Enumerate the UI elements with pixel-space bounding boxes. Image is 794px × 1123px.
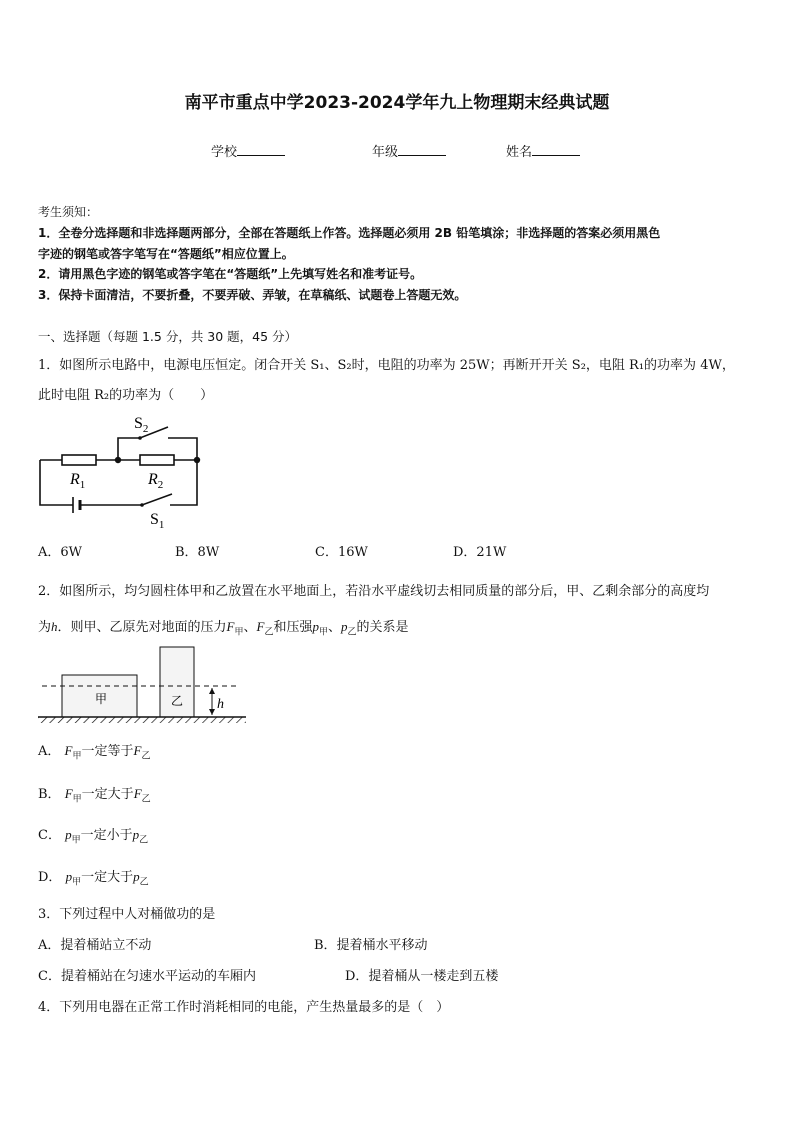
q2-option-c[interactable]: C． $p_甲$一定小于$p_乙$ bbox=[38, 827, 149, 846]
q3-text: 3．下列过程中人对桶做功的是 bbox=[38, 907, 216, 922]
q1-text-line1: 1．如图所示电路中，电源电压恒定。闭合开关 S₁、S₂时，电阻的功率为 25W；再断开开关 S₂，电阻 R₁的功率为 4W， bbox=[38, 358, 735, 373]
q1-r2-label: $R_2$ bbox=[148, 471, 164, 491]
q2-h-label: h bbox=[217, 697, 224, 712]
q2-option-d[interactable]: D． $p_甲$一定大于$p_乙$ bbox=[38, 869, 149, 888]
q1-option-b[interactable]: B．8W bbox=[175, 545, 220, 560]
q2-option-b[interactable]: B． $F_甲$一定大于$F_乙$ bbox=[38, 786, 151, 805]
notice-item-1: 1．全卷分选择题和非选择题两部分，全部在答题纸上作答。选择题必须用 2B 铅笔填涂；非选择题的答案必须用黑色 bbox=[38, 226, 661, 240]
name-label: 姓名 bbox=[506, 145, 533, 160]
q2-jia-label: 甲 bbox=[95, 692, 108, 706]
page-title: 南平市重点中学2023-2024学年九上物理期末经典试题 bbox=[184, 93, 610, 113]
q2-text-line2: 为h．则甲、乙原先对地面的压力$F_甲$、$F_乙$和压强$p_甲$、$p_乙$的关系是 bbox=[38, 619, 409, 638]
q3-option-b[interactable]: B．提着桶水平移动 bbox=[314, 938, 428, 953]
section-heading: 一、选择题（每题 1.5 分，共 30 题，45 分） bbox=[38, 329, 298, 344]
notice-item-3: 3．保持卡面清洁，不要折叠，不要弄破、弄皱，在草稿纸、试题卷上答题无效。 bbox=[38, 288, 467, 302]
q2-yi-label: 乙 bbox=[171, 694, 184, 708]
grade-label: 年级 bbox=[372, 145, 399, 160]
q3-option-d[interactable]: D．提着桶从一楼走到五楼 bbox=[345, 969, 499, 984]
q2-text-line1: 2．如图所示，均匀圆柱体甲和乙放置在水平地面上，若沿水平虚线切去相同质量的部分后，甲、乙剩余部分的高度均 bbox=[38, 584, 710, 599]
q1-option-c[interactable]: C．16W bbox=[315, 545, 368, 560]
q3-option-a[interactable]: A．提着桶站立不动 bbox=[38, 938, 152, 953]
q3-option-c[interactable]: C．提着桶站在匀速水平运动的车厢内 bbox=[38, 969, 256, 984]
q1-text-line2: 此时电阻 R₂的功率为（ ） bbox=[38, 388, 214, 403]
q1-option-d[interactable]: D．21W bbox=[453, 545, 507, 560]
q1-switch-s1-label: $S_1$ bbox=[150, 511, 165, 531]
notice-heading: 考生须知： bbox=[38, 205, 99, 219]
q1-r1-label: $R_1$ bbox=[70, 471, 86, 491]
notice-item-1-cont: 字迹的钢笔或答字笔写在“答题纸”相应位置上。 bbox=[38, 247, 294, 261]
q1-switch-s2-label: $S_2$ bbox=[134, 415, 149, 435]
school-label: 学校 bbox=[211, 145, 238, 160]
q2-option-a[interactable]: A． $F_甲$一定等于$F_乙$ bbox=[38, 743, 151, 762]
q1-option-a[interactable]: A．6W bbox=[38, 545, 83, 560]
notice-item-2: 2．请用黑色字迹的钢笔或答字笔在“答题纸”上先填写姓名和准考证号。 bbox=[38, 267, 423, 281]
q4-text: 4．下列用电器在正常工作时消耗相同的电能，产生热量最多的是（ ） bbox=[38, 1000, 450, 1015]
